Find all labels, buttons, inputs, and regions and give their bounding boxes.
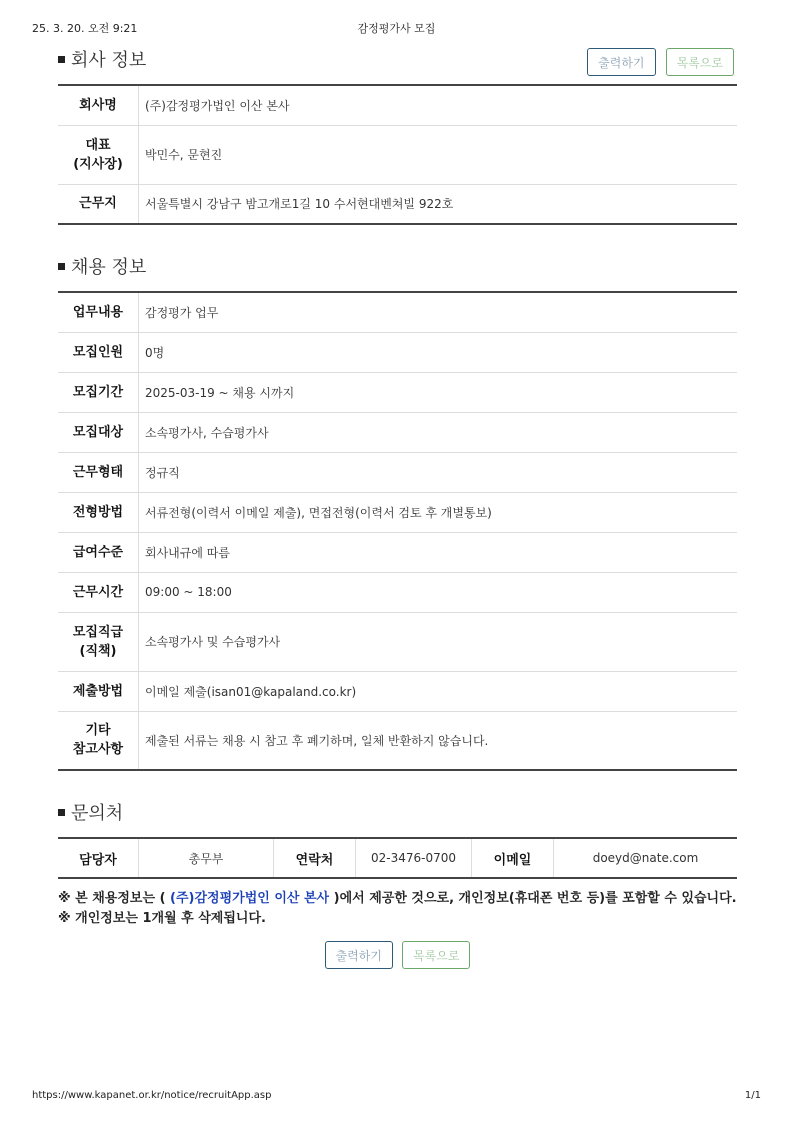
table-row bbox=[58, 292, 737, 332]
row-value: 서류전형(이력서 이메일 제출), 면접전형(이력서 검토 후 개별통보) bbox=[139, 492, 738, 532]
row-value: 감정평가 업무 bbox=[139, 292, 738, 332]
print-button[interactable]: 출력하기 bbox=[587, 48, 655, 76]
bottom-button-group bbox=[58, 941, 737, 969]
phone-label: 연락처 bbox=[274, 838, 356, 878]
row-label: 모집직급 (직책) bbox=[58, 612, 139, 671]
company-info-table bbox=[58, 84, 737, 225]
notice-company-name: (주)감정평가법인 이산 본사 bbox=[170, 891, 330, 906]
table-row bbox=[58, 492, 737, 532]
privacy-notice bbox=[58, 889, 737, 929]
row-value: 09:00 ~ 18:00 bbox=[139, 572, 738, 612]
row-label: 모집기간 bbox=[58, 372, 139, 412]
row-label: 급여수준 bbox=[58, 532, 139, 572]
print-doc-title: 감정평가사 모집 bbox=[357, 22, 436, 35]
table-row bbox=[58, 412, 737, 452]
table-row bbox=[58, 372, 737, 412]
row-label: 근무시간 bbox=[58, 572, 139, 612]
manager-value: 총무부 bbox=[139, 838, 274, 878]
phone-value: 02-3476-0700 bbox=[356, 838, 472, 878]
company-section-title: 회사 정보 bbox=[58, 50, 146, 72]
row-value: 이메일 제출(isan01@kapaland.co.kr) bbox=[139, 671, 738, 711]
contact-section-title: 문의처 bbox=[58, 803, 123, 825]
company-section-header bbox=[58, 40, 737, 84]
row-value: 2025-03-19 ~ 채용 시까지 bbox=[139, 372, 738, 412]
print-footer bbox=[32, 1090, 761, 1106]
row-label: 근무형태 bbox=[58, 452, 139, 492]
recruit-detail bbox=[58, 40, 737, 969]
row-value: 제출된 서류는 채용 시 참고 후 폐기하며, 일체 반환하지 않습니다. bbox=[145, 733, 489, 748]
row-value: 소속평가사 및 수습평가사 bbox=[139, 612, 738, 671]
row-value: 정규직 bbox=[139, 452, 738, 492]
row-label: 제출방법 bbox=[58, 671, 139, 711]
row-value: 회사내규에 따름 bbox=[139, 532, 738, 572]
email-value: doeyd@nate.com bbox=[592, 851, 699, 865]
table-row bbox=[58, 125, 737, 184]
row-value: 0명 bbox=[139, 332, 738, 372]
print-date: 25. 3. 20. 오전 9:21 bbox=[32, 22, 138, 35]
recruit-info-table bbox=[58, 291, 737, 771]
square-bullet-icon bbox=[58, 263, 65, 270]
table-row bbox=[58, 671, 737, 711]
notice-line-1: ※ 본 채용정보는 ( (주)감정평가법인 이산 본사 )에서 제공한 것으로, 개인정보(휴대폰 번호 등)를 포함할 수 있습니다. bbox=[58, 891, 737, 906]
page-number: 1/1 bbox=[744, 1090, 761, 1101]
contact-table bbox=[58, 837, 737, 879]
table-row bbox=[58, 572, 737, 612]
list-button[interactable]: 목록으로 bbox=[666, 48, 734, 76]
row-label: 모집인원 bbox=[58, 332, 139, 372]
recruit-section-header bbox=[58, 247, 737, 291]
recruit-section-title: 채용 정보 bbox=[58, 257, 146, 279]
contact-section-header bbox=[58, 793, 737, 837]
print-header bbox=[32, 20, 761, 36]
row-label: 대표 (지사장) bbox=[58, 125, 139, 184]
list-button[interactable]: 목록으로 bbox=[402, 941, 470, 969]
square-bullet-icon bbox=[58, 809, 65, 816]
row-label: 모집대상 bbox=[58, 412, 139, 452]
workplace-value: 서울특별시 강남구 밤고개로1길 10 수서현대벤쳐빌 922호 bbox=[145, 197, 454, 212]
table-row bbox=[58, 838, 737, 878]
company-name-value: (주)감정평가법인 이산 본사 bbox=[139, 85, 738, 125]
row-value: 소속평가사, 수습평가사 bbox=[139, 412, 738, 452]
manager-label: 담당자 bbox=[58, 838, 139, 878]
top-button-group bbox=[582, 48, 734, 76]
row-label: 업무내용 bbox=[58, 292, 139, 332]
table-row bbox=[58, 85, 737, 125]
row-label: 전형방법 bbox=[58, 492, 139, 532]
row-label: 기타 참고사항 bbox=[58, 711, 139, 770]
email-label: 이메일 bbox=[472, 838, 554, 878]
square-bullet-icon bbox=[58, 56, 65, 63]
print-url: https://www.kapanet.or.kr/notice/recruitApp.asp bbox=[32, 1090, 272, 1101]
table-row bbox=[58, 332, 737, 372]
representative-value: 박민수, 문현진 bbox=[139, 125, 738, 184]
table-row bbox=[58, 612, 737, 671]
table-row bbox=[58, 184, 737, 224]
print-button[interactable]: 출력하기 bbox=[325, 941, 393, 969]
row-label: 근무지 bbox=[58, 184, 139, 224]
table-row bbox=[58, 711, 737, 770]
table-row bbox=[58, 452, 737, 492]
row-label: 회사명 bbox=[58, 85, 139, 125]
notice-line-2: ※ 개인정보는 1개월 후 삭제됩니다. bbox=[58, 911, 266, 926]
table-row bbox=[58, 532, 737, 572]
